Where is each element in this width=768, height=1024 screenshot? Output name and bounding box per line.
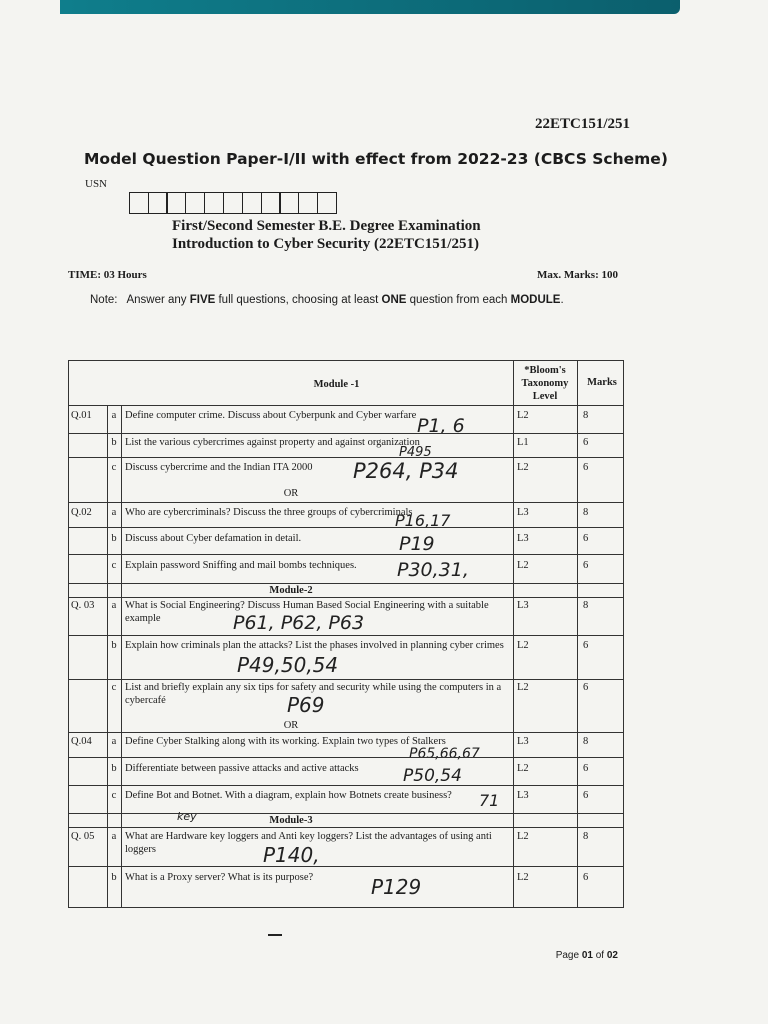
marks: 6: [583, 560, 589, 571]
bloom-level: L3: [517, 736, 529, 747]
usn-box[interactable]: [185, 192, 205, 214]
marks: 8: [583, 831, 589, 842]
col-divider: [121, 405, 122, 907]
question-text: Who are cybercriminals? Discuss the three groups of cybercriminals: [125, 507, 413, 518]
handwritten-page-ref: P49,50,54: [237, 653, 339, 677]
question-text: List and briefly explain any six tips for safety and security while using the computers in a cybercafé: [125, 682, 502, 706]
question-text: What is Social Engineering? Discuss Human Based Social Engineering with a suitable example: [125, 600, 489, 624]
exam-name: First/Second Semester B.E. Degree Examination: [172, 218, 481, 234]
top-color-band: [60, 0, 680, 14]
module-3-heading: Module-3: [269, 815, 313, 826]
marks: 6: [583, 533, 589, 544]
usn-box[interactable]: [317, 192, 337, 214]
bloom-level: L3: [517, 790, 529, 801]
sub-label: a: [111, 600, 117, 611]
bloom-level: L2: [517, 682, 529, 693]
question-text: Discuss about Cyber defamation in detail.: [125, 533, 302, 544]
note-label: Note:: [90, 294, 118, 306]
question-text: Discuss cybercrime and the Indian ITA 2000: [125, 462, 313, 473]
marks: 8: [583, 736, 589, 747]
bloom-level: L3: [517, 600, 529, 611]
question-text: List the various cybercrimes against property and against organization: [125, 437, 420, 448]
handwritten-page-ref: P140,: [263, 843, 320, 867]
sub-label: a: [111, 507, 117, 518]
handwritten-page-ref: P129: [371, 875, 422, 899]
question-table: [68, 360, 624, 908]
marks: 8: [583, 600, 589, 611]
handwritten-page-ref: P495: [399, 445, 432, 460]
marks: 8: [583, 507, 589, 518]
question-text: Define Bot and Botnet. With a diagram, explain how Botnets create business?: [125, 790, 452, 801]
bloom-level: L2: [517, 872, 529, 883]
sub-label: b: [111, 437, 117, 448]
usn-boxes[interactable]: [130, 192, 337, 214]
instructions-note: Note: Answer any FIVE full questions, choosing at least ONE question from each MODULE.: [90, 294, 564, 306]
bloom-level: L2: [517, 763, 529, 774]
sub-label: a: [111, 410, 117, 421]
sub-label: c: [111, 682, 117, 693]
usn-box[interactable]: [148, 192, 168, 214]
question-text: What is a Proxy server? What is its purpose?: [125, 872, 314, 883]
usn-box[interactable]: [129, 192, 149, 214]
sub-label: b: [111, 533, 117, 544]
handwritten-page-ref: P50,54: [403, 766, 462, 786]
page-number: Page 01 of 02: [555, 950, 618, 961]
question-number: Q. 03: [71, 600, 95, 611]
question-text: Define computer crime. Discuss about Cyberpunk and Cyber warfare: [125, 410, 417, 421]
question-number: Q.02: [71, 507, 92, 518]
marks: 6: [583, 462, 589, 473]
question-text: Explain password Sniffing and mail bombs techniques.: [125, 560, 357, 571]
max-marks: Max. Marks: 100: [537, 269, 618, 281]
bloom-level: L3: [517, 533, 529, 544]
usn-box[interactable]: [242, 192, 262, 214]
marks: 6: [583, 790, 589, 801]
bloom-level: L1: [517, 437, 529, 448]
bloom-level: L2: [517, 462, 529, 473]
sub-label: b: [111, 763, 117, 774]
marks-heading: Marks: [587, 377, 617, 388]
bloom-level: L3: [517, 507, 529, 518]
handwritten-page-ref: P61, P62, P63: [233, 612, 365, 634]
sub-label: a: [111, 831, 117, 842]
course-code: 22ETC151/251: [534, 116, 630, 132]
handwritten-page-ref: P65,66,67: [409, 746, 480, 762]
marks: 6: [583, 682, 589, 693]
handwritten-page-ref: P16,17: [395, 511, 451, 530]
module-1-heading: Module -1: [313, 379, 360, 390]
question-text: Define Cyber Stalking along with its working. Explain two types of Stalkers: [125, 736, 446, 747]
sub-label: c: [111, 790, 117, 801]
sub-label: b: [111, 872, 117, 883]
question-number: Q. 05: [71, 831, 95, 842]
bloom-level: L2: [517, 560, 529, 571]
usn-box[interactable]: [223, 192, 243, 214]
exam-time: TIME: 03 Hours: [68, 269, 147, 281]
marks: 6: [583, 640, 589, 651]
usn-box[interactable]: [279, 192, 299, 214]
bloom-level: L2: [517, 410, 529, 421]
bloom-level: L2: [517, 640, 529, 651]
handwritten-page-ref: P19: [399, 533, 435, 555]
handwritten-page-ref: P69: [287, 693, 325, 717]
handwritten-page-ref: P30,31,: [397, 559, 469, 581]
question-text: What are Hardware key loggers and Anti key loggers? List the advantages of using anti loggers: [125, 831, 492, 855]
subject-name: Introduction to Cyber Security (22ETC151/251): [172, 236, 479, 252]
bloom-level: L2: [517, 831, 529, 842]
module-2-heading: Module-2: [269, 585, 313, 596]
sub-label: c: [111, 560, 117, 571]
usn-box[interactable]: [166, 192, 186, 214]
marks: 6: [583, 437, 589, 448]
bloom-heading: *Bloom's Taxonomy Level: [521, 365, 569, 402]
marks: 8: [583, 410, 589, 421]
question-number: Q.04: [71, 736, 92, 747]
sub-label: b: [111, 640, 117, 651]
col-divider: [513, 361, 514, 907]
handwritten-page-ref: 71: [479, 791, 500, 810]
or-divider: OR: [283, 488, 299, 499]
marks: 6: [583, 763, 589, 774]
sub-label: c: [111, 462, 117, 473]
handwritten-page-ref: P1, 6: [417, 415, 465, 437]
col-divider: [577, 361, 578, 907]
handwritten-margin-note: key: [177, 810, 197, 823]
or-divider: OR: [283, 720, 299, 731]
paper-title: Model Question Paper-I/II with effect from 2022-23 (CBCS Scheme): [84, 150, 668, 168]
marks: 6: [583, 872, 589, 883]
sub-label: a: [111, 736, 117, 747]
question-text: Differentiate between passive attacks and active attacks: [125, 763, 359, 774]
usn-box[interactable]: [261, 192, 281, 214]
divider-mark: [268, 934, 282, 936]
usn-box[interactable]: [204, 192, 224, 214]
usn-box[interactable]: [298, 192, 318, 214]
question-text: Explain how criminals plan the attacks? List the phases involved in planning cyber crimes: [125, 640, 504, 651]
usn-label: USN: [85, 178, 108, 190]
question-number: Q.01: [71, 410, 92, 421]
handwritten-page-ref: P264, P34: [353, 459, 459, 483]
